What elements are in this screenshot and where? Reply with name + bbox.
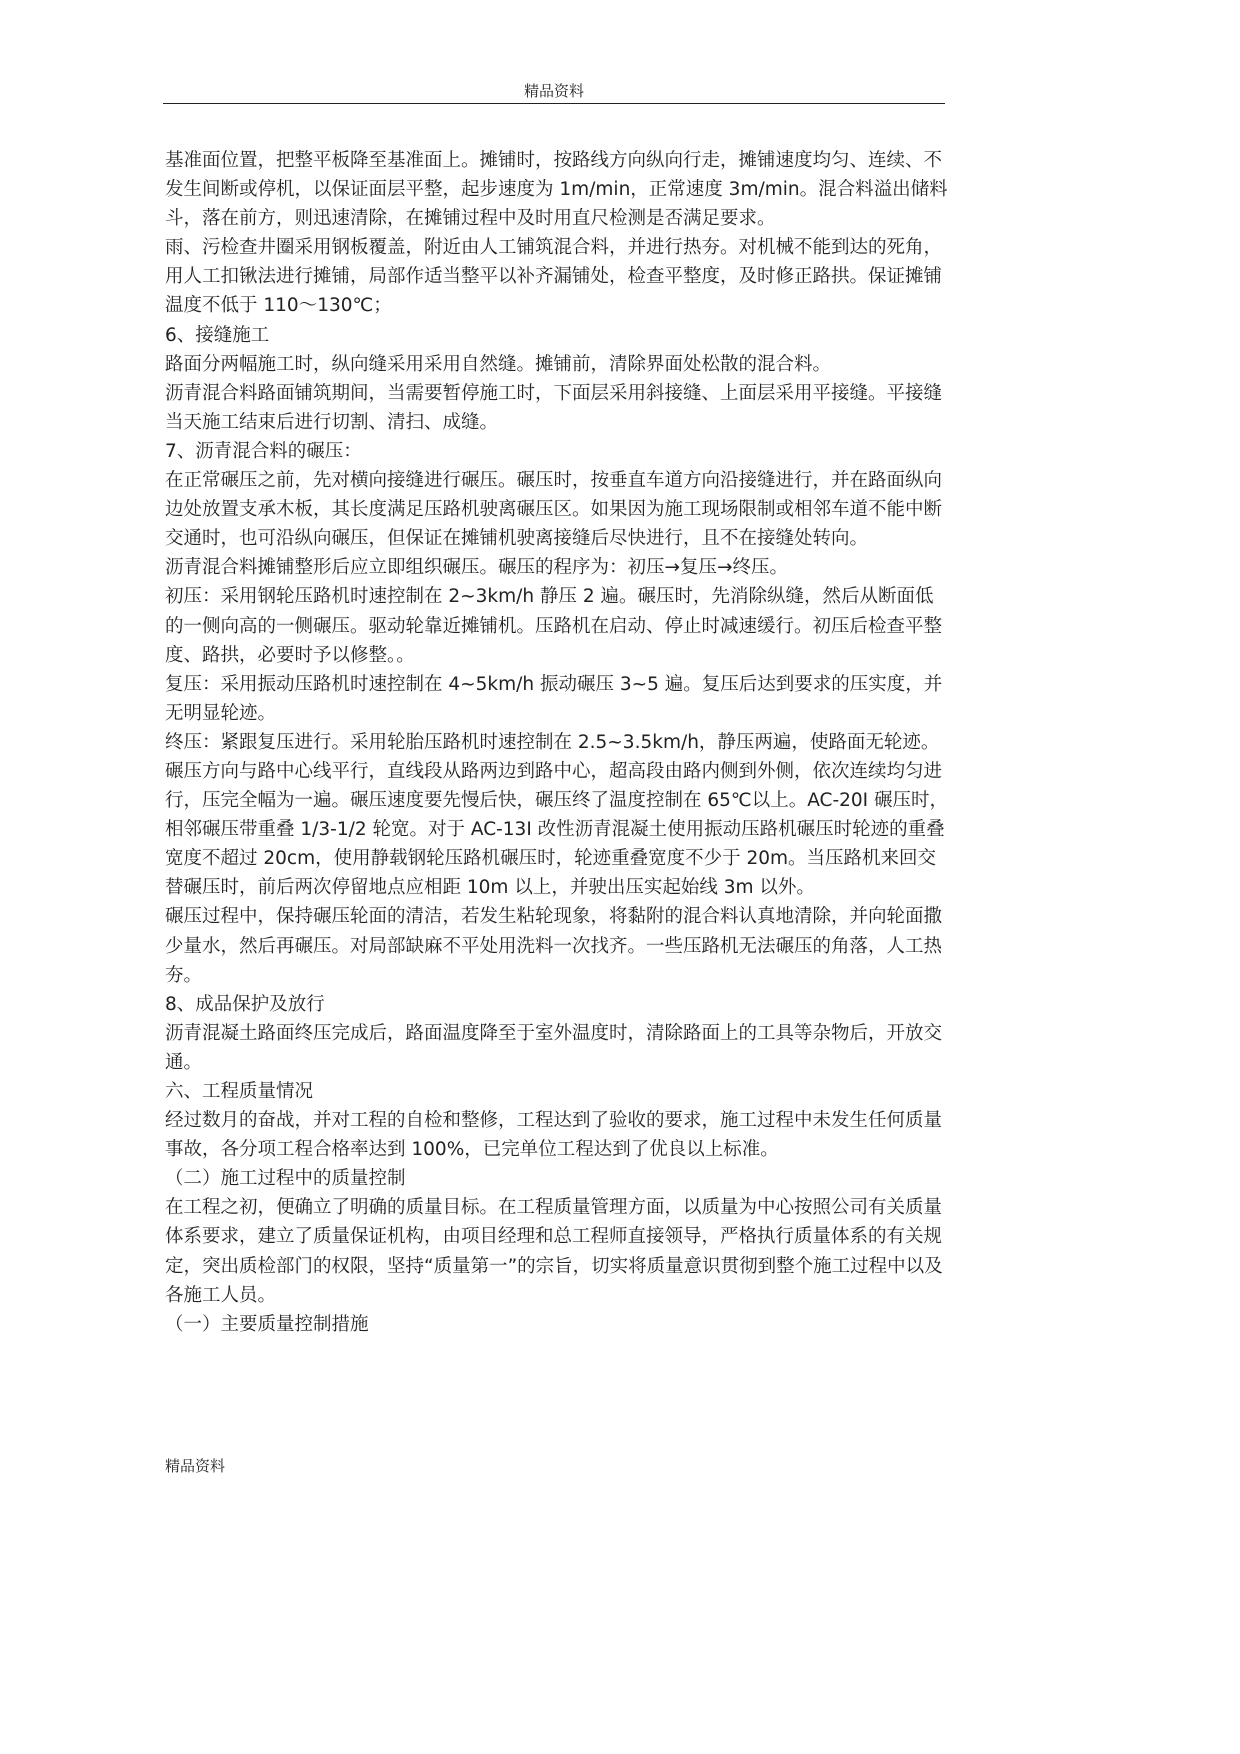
paragraph: 沥青混合料路面铺筑期间，当需要暂停施工时，下面层采用斜接缝、上面层采用平接缝。平接缝当天施工结束后进行切割、清扫、成缝。	[165, 382, 943, 433]
paragraph: 在工程之初，便确立了明确的质量目标。在工程质量管理方面，以质量为中心按照公司有关质量体系要求，建立了质量保证机构，由项目经理和总工程师直接领导，严格执行质量体系的有关规定，突出质检部门的权限，坚持“质量第一”的宗旨，切实将质量意识贯彻到整个施工过程中以及各施工人员。	[165, 1197, 943, 1306]
document-body	[165, 146, 950, 1339]
page-header: 精品资料	[523, 82, 584, 100]
paragraph: 基准面位置，把整平板降至基准面上。摊铺时，按路线方向纵向行走，摊铺速度均匀、连续、不发生间断或停机，以保证面层平整，起步速度为 1m/min，正常速度 3m/min。混合料溢出储料斗，落在前方，则迅速清除，在摊铺过程中及时用直尺检测是否满足要求。	[165, 150, 948, 230]
section-heading: 六、工程质量情况	[165, 1081, 314, 1102]
paragraph: 碾压方向与路中心线平行，直线段从路两边到路中心，超高段由路内侧到外侧，依次连续均匀进行，压完全幅为一遍。碾压速度要先慢后快，碾压终了温度控制在 65℃以上。AC-20I 碾压时，相邻碾压带重叠 1/3-1/2 轮宽。对于 AC-13I 改性沥青混凝土使用振动压路机碾压时轮迹的重叠宽度不超过 20cm，使用静载钢轮压路机碾压时，轮迹重叠宽度不少于 20m。当压路机来回交替碾压时，前后两次停留地点应相距 10m 以上，并驶出压实起始线 3m 以外。	[165, 760, 949, 899]
paragraph: 路面分两幅施工时，纵向缝采用采用自然缝。摊铺前，清除界面处松散的混合料。	[165, 353, 832, 375]
page-footer: 精品资料	[165, 1457, 226, 1475]
section-heading: 7、沥青混合料的碾压：	[165, 440, 362, 462]
paragraph: 沥青混凝土路面终压完成后，路面温度降至于室外温度时，清除路面上的工具等杂物后，开放交通。	[165, 1022, 943, 1073]
paragraph: 在正常碾压之前，先对横向接缝进行碾压。碾压时，按垂直车道方向沿接缝进行，并在路面纵向边处放置支承木板，其长度满足压路机驶离碾压区。如果因为施工现场限制或相邻车道不能中断交通时，也可沿纵向碾压，但保证在摊铺机驶离接缝后尽快进行，且不在接缝处转向。	[165, 470, 943, 550]
header-divider	[163, 103, 945, 104]
paragraph: 沥青混合料摊铺整形后应立即组织碾压。碾压的程序为：初压→复压→终压。	[165, 557, 789, 579]
paragraph: 经过数月的奋战，并对工程的自检和整修，工程达到了验收的要求，施工过程中未发生任何质量事故，各分项工程合格率达到 100%，已完单位工程达到了优良以上标准。	[165, 1110, 943, 1161]
section-heading: 8、成品保护及放行	[165, 993, 325, 1015]
section-heading: （一）主要质量控制措施	[165, 1313, 369, 1335]
paragraph: 复压：采用振动压路机时速控制在 4~5km/h 振动碾压 3~5 遍。复压后达到要求的压实度，并无明显轮迹。	[165, 673, 943, 724]
paragraph: 终压：紧跟复压进行。采用轮胎压路机时速控制在 2.5~3.5km/h，静压两遍，使路面无轮迹。	[165, 731, 940, 753]
paragraph: 碾压过程中，保持碾压轮面的清洁，若发生粘轮现象，将黏附的混合料认真地清除，并向轮面撒少量水，然后再碾压。对局部缺麻不平处用洗料一次找齐。一些压路机无法碾压的角落，人工热夯。	[165, 906, 943, 986]
section-heading: （二）施工过程中的质量控制	[165, 1168, 406, 1190]
paragraph: 雨、污检查井圈采用钢板覆盖，附近由人工铺筑混合料，并进行热夯。对机械不能到达的死角，用人工扣锹法进行摊铺，局部作适当整平以补齐漏铺处，检查平整度，及时修正路拱。保证摊铺温度不低于 110～130℃；	[165, 237, 943, 317]
section-heading: 6、接缝施工	[165, 324, 270, 346]
paragraph: 初压：采用钢轮压路机时速控制在 2~3km/h 静压 2 遍。碾压时，先消除纵缝，然后从断面低的一侧向高的一侧碾压。驱动轮靠近摊铺机。压路机在启动、停止时减速缓行。初压后检查平整度、路拱，必要时予以修整。。	[165, 586, 943, 666]
